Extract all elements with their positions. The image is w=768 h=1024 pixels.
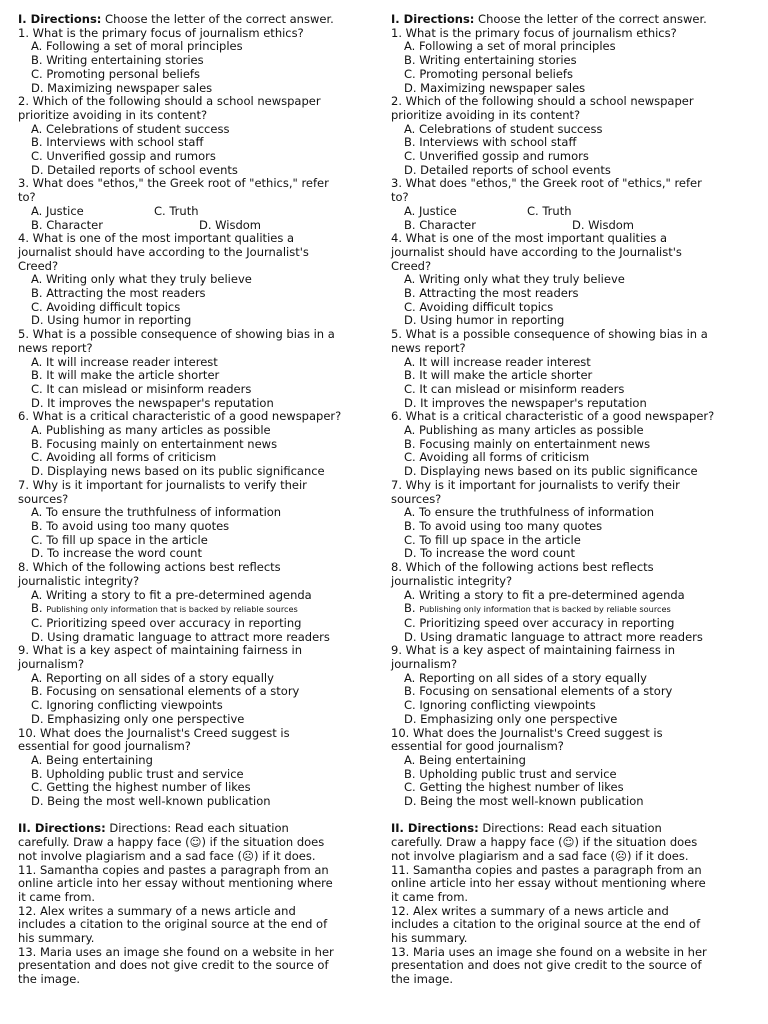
question-text: journalism? [18, 657, 85, 672]
answer-option: D. Displaying news based on its public significance [404, 464, 698, 479]
question-text: 4. What is one of the most important qualities a [18, 231, 295, 246]
answer-option: B. Focusing mainly on entertainment news [404, 436, 651, 451]
answer-option: A. Celebrations of student success [31, 121, 230, 136]
answer-option: C. Avoiding difficult topics [404, 299, 554, 314]
question-text: 10. What does the Journalist's Creed suggest is [391, 725, 663, 740]
situation-text: 11. Samantha copies and pastes a paragraph from an [18, 862, 329, 877]
answer-option: A. Following a set of moral principles [31, 39, 243, 54]
answer-option: C. To fill up space in the article [31, 532, 208, 547]
answer-option: A. Writing a story to fit a pre-determined agenda [404, 587, 685, 602]
situation-text: presentation and does not give credit to the source of [18, 958, 329, 973]
option-b: B. Character [404, 217, 476, 232]
question-text: 5. What is a possible consequence of showing bias in a [18, 327, 335, 342]
answer-option: B. Writing entertaining stories [31, 53, 204, 68]
part2-instruction: Directions: Read each situation [105, 821, 289, 836]
part2-instruction: carefully. Draw a happy face (☺) if the situation does [18, 835, 325, 850]
answer-option: D. It improves the newspaper's reputation [404, 395, 647, 410]
answer-option: C. Getting the highest number of likes [404, 780, 624, 795]
answer-option: C. Getting the highest number of likes [31, 780, 251, 795]
question-text: journalistic integrity? [18, 573, 140, 588]
question-text: Creed? [18, 258, 59, 273]
answer-option: C. Unverified gossip and rumors [31, 149, 216, 164]
question-text: 8. Which of the following actions best reflects [391, 560, 654, 575]
answer-option: D. Being the most well-known publication [404, 794, 644, 809]
options-row [18, 219, 382, 233]
option-c: C. Truth [154, 203, 199, 218]
question-text: 2. Which of the following should a school newspaper [18, 94, 321, 109]
answer-option: D. Being the most well-known publication [31, 794, 271, 809]
situation-text: presentation and does not give credit to the source of [391, 958, 702, 973]
answer-option: C. Prioritizing speed over accuracy in reporting [404, 615, 675, 630]
part1-directions [18, 13, 382, 27]
question-text: essential for good journalism? [18, 739, 191, 754]
answer-option: A. Writing only what they truly believe [31, 272, 252, 287]
answer-option: C. Ignoring conflicting viewpoints [404, 698, 596, 713]
part2-directions [18, 822, 382, 836]
question-text: prioritize avoiding in its content? [391, 107, 581, 122]
question-text: 2. Which of the following should a school newspaper [391, 94, 694, 109]
section-spacer [18, 809, 382, 823]
situation-text: includes a citation to the original source at the end of [18, 917, 328, 932]
option-d: D. Wisdom [572, 217, 635, 232]
option-c: C. Truth [527, 203, 572, 218]
answer-option: A. Following a set of moral principles [404, 39, 616, 54]
answer-option: C. Prioritizing speed over accuracy in reporting [31, 615, 302, 630]
situation-text: online article into her essay without mentioning where [391, 876, 706, 891]
situation-text: 12. Alex writes a summary of a news article and [18, 903, 296, 918]
answer-option: A. Celebrations of student success [404, 121, 603, 136]
answer-option: D. Maximizing newspaper sales [31, 80, 213, 95]
answer-option: D. Detailed reports of school events [31, 162, 238, 177]
question-text: 7. Why is it important for journalists to verify their [391, 477, 680, 492]
situation-text: includes a citation to the original source at the end of [391, 917, 701, 932]
option-letter: B. [404, 601, 420, 616]
question-text: 7. Why is it important for journalists to verify their [18, 477, 307, 492]
answer-option: B. Focusing on sensational elements of a story [31, 684, 300, 699]
option-a: A. Justice [404, 203, 457, 218]
question-text: news report? [391, 340, 466, 355]
answer-option: C. It can mislead or misinform readers [404, 381, 625, 396]
situation-text: his summary. [391, 931, 468, 946]
answer-option: D. Using dramatic language to attract more readers [404, 629, 703, 644]
part1-directions [391, 13, 755, 27]
answer-option: B. Upholding public trust and service [404, 766, 617, 781]
section-spacer [391, 809, 755, 823]
question-text: journalist should have according to the Journalist's [391, 244, 682, 259]
question-text: 5. What is a possible consequence of showing bias in a [391, 327, 708, 342]
part2-heading: II. Directions: [18, 821, 106, 836]
question-text: journalistic integrity? [391, 573, 513, 588]
part2-instruction: Directions: Read each situation [478, 821, 662, 836]
question-text: to? [391, 190, 409, 205]
question-text: sources? [18, 491, 69, 506]
situation-text: the image. [391, 972, 454, 987]
options-row [18, 205, 382, 219]
worksheet-column-right [391, 13, 755, 987]
question-text: essential for good journalism? [391, 739, 564, 754]
part2-instruction: not involve plagiarism and a sad face (☹) if it does. [18, 848, 316, 863]
answer-option: C. Promoting personal beliefs [31, 66, 200, 81]
answer-option: B. Focusing on sensational elements of a story [404, 684, 673, 699]
situation-text: the image. [18, 972, 81, 987]
answer-option: B. Writing entertaining stories [404, 53, 577, 68]
answer-option: B. Attracting the most readers [31, 286, 206, 301]
question-text: journalist should have according to the Journalist's [18, 244, 309, 259]
situation-text: 13. Maria uses an image she found on a website in her [18, 944, 334, 959]
part2-directions [391, 822, 755, 836]
part1-instruction: Choose the letter of the correct answer. [101, 12, 334, 26]
answer-option: C. Avoiding all forms of criticism [404, 450, 590, 465]
option-b [391, 602, 755, 617]
option-text-small: Publishing only information that is backed by reliable sources [46, 604, 298, 615]
situation-text: it came from. [391, 889, 469, 904]
answer-option: A. Reporting on all sides of a story equally [31, 670, 274, 685]
answer-option: D. Emphasizing only one perspective [404, 711, 618, 726]
part2-heading: II. Directions: [391, 821, 479, 836]
option-a: A. Justice [31, 203, 84, 218]
answer-option: C. Avoiding all forms of criticism [31, 450, 217, 465]
question-text: news report? [18, 340, 93, 355]
answer-option: A. Writing a story to fit a pre-determined agenda [31, 587, 312, 602]
question-text: 9. What is a key aspect of maintaining fairness in [391, 643, 675, 658]
question-text: 9. What is a key aspect of maintaining fairness in [18, 643, 302, 658]
answer-option: A. Being entertaining [404, 752, 526, 767]
answer-option: D. Using dramatic language to attract more readers [31, 629, 330, 644]
answer-option: D. To increase the word count [31, 546, 202, 561]
answer-option: A. It will increase reader interest [31, 354, 218, 369]
question-text: 10. What does the Journalist's Creed suggest is [18, 725, 290, 740]
option-b [18, 602, 382, 617]
question-text: 6. What is a critical characteristic of a good newspaper? [18, 409, 342, 424]
answer-option: C. Promoting personal beliefs [404, 66, 573, 81]
answer-option: D. To increase the word count [404, 546, 575, 561]
answer-option: D. Displaying news based on its public significance [31, 464, 325, 479]
answer-option: D. Emphasizing only one perspective [31, 711, 245, 726]
question-text: 4. What is one of the most important qualities a [391, 231, 668, 246]
answer-option: A. Reporting on all sides of a story equally [404, 670, 647, 685]
part1-instruction: Choose the letter of the correct answer. [474, 12, 707, 26]
situation-text: online article into her essay without mentioning where [18, 876, 333, 891]
question-text: 8. Which of the following actions best reflects [18, 560, 281, 575]
answer-option: B. To avoid using too many quotes [31, 518, 230, 533]
option-text-small: Publishing only information that is backed by reliable sources [419, 604, 671, 615]
answer-option: B. It will make the article shorter [31, 368, 220, 383]
answer-option: C. To fill up space in the article [404, 532, 581, 547]
options-row [391, 219, 755, 233]
situation-text: 11. Samantha copies and pastes a paragraph from an [391, 862, 702, 877]
part2-instruction: not involve plagiarism and a sad face (☹) if it does. [391, 848, 689, 863]
answer-option: B. To avoid using too many quotes [404, 518, 603, 533]
question-text: 3. What does "ethos," the Greek root of "ethics," refer [18, 176, 329, 191]
option-d: D. Wisdom [199, 217, 262, 232]
answer-option: D. It improves the newspaper's reputation [31, 395, 274, 410]
situation-text: 12. Alex writes a summary of a news article and [391, 903, 669, 918]
option-letter: B. [31, 601, 47, 616]
situation-text: it came from. [18, 889, 96, 904]
answer-option: D. Using humor in reporting [404, 313, 565, 328]
answer-option: A. It will increase reader interest [404, 354, 591, 369]
answer-option: A. Publishing as many articles as possible [31, 423, 271, 438]
answer-option: C. Ignoring conflicting viewpoints [31, 698, 223, 713]
part1-heading: I. Directions: [18, 12, 102, 26]
question-text: to? [18, 190, 36, 205]
option-b: B. Character [31, 217, 103, 232]
question-text: 6. What is a critical characteristic of a good newspaper? [391, 409, 715, 424]
answer-option: C. It can mislead or misinform readers [31, 381, 252, 396]
answer-option: A. To ensure the truthfulness of information [31, 505, 282, 520]
answer-option: B. Focusing mainly on entertainment news [31, 436, 278, 451]
answer-option: D. Detailed reports of school events [404, 162, 611, 177]
answer-option: A. Writing only what they truly believe [404, 272, 625, 287]
question-text: journalism? [391, 657, 458, 672]
answer-option: A. To ensure the truthfulness of information [404, 505, 655, 520]
answer-option: B. Interviews with school staff [404, 135, 577, 150]
answer-option: B. It will make the article shorter [404, 368, 593, 383]
question-text: prioritize avoiding in its content? [18, 107, 208, 122]
worksheet-column-left [18, 13, 382, 987]
answer-option: C. Avoiding difficult topics [31, 299, 181, 314]
question-text: Creed? [391, 258, 432, 273]
question-text: 1. What is the primary focus of journalism ethics? [391, 25, 677, 40]
answer-option: B. Upholding public trust and service [31, 766, 244, 781]
question-text: sources? [391, 491, 442, 506]
answer-option: B. Attracting the most readers [404, 286, 579, 301]
answer-option: A. Being entertaining [31, 752, 153, 767]
question-text: 1. What is the primary focus of journalism ethics? [18, 25, 304, 40]
answer-option: B. Interviews with school staff [31, 135, 204, 150]
situation-text: 13. Maria uses an image she found on a website in her [391, 944, 707, 959]
part1-heading: I. Directions: [391, 12, 475, 26]
answer-option: D. Using humor in reporting [31, 313, 192, 328]
question-text: 3. What does "ethos," the Greek root of "ethics," refer [391, 176, 702, 191]
answer-option: D. Maximizing newspaper sales [404, 80, 586, 95]
part2-instruction: carefully. Draw a happy face (☺) if the situation does [391, 835, 698, 850]
answer-option: C. Unverified gossip and rumors [404, 149, 589, 164]
situation-text: his summary. [18, 931, 95, 946]
options-row [391, 205, 755, 219]
answer-option: A. Publishing as many articles as possible [404, 423, 644, 438]
